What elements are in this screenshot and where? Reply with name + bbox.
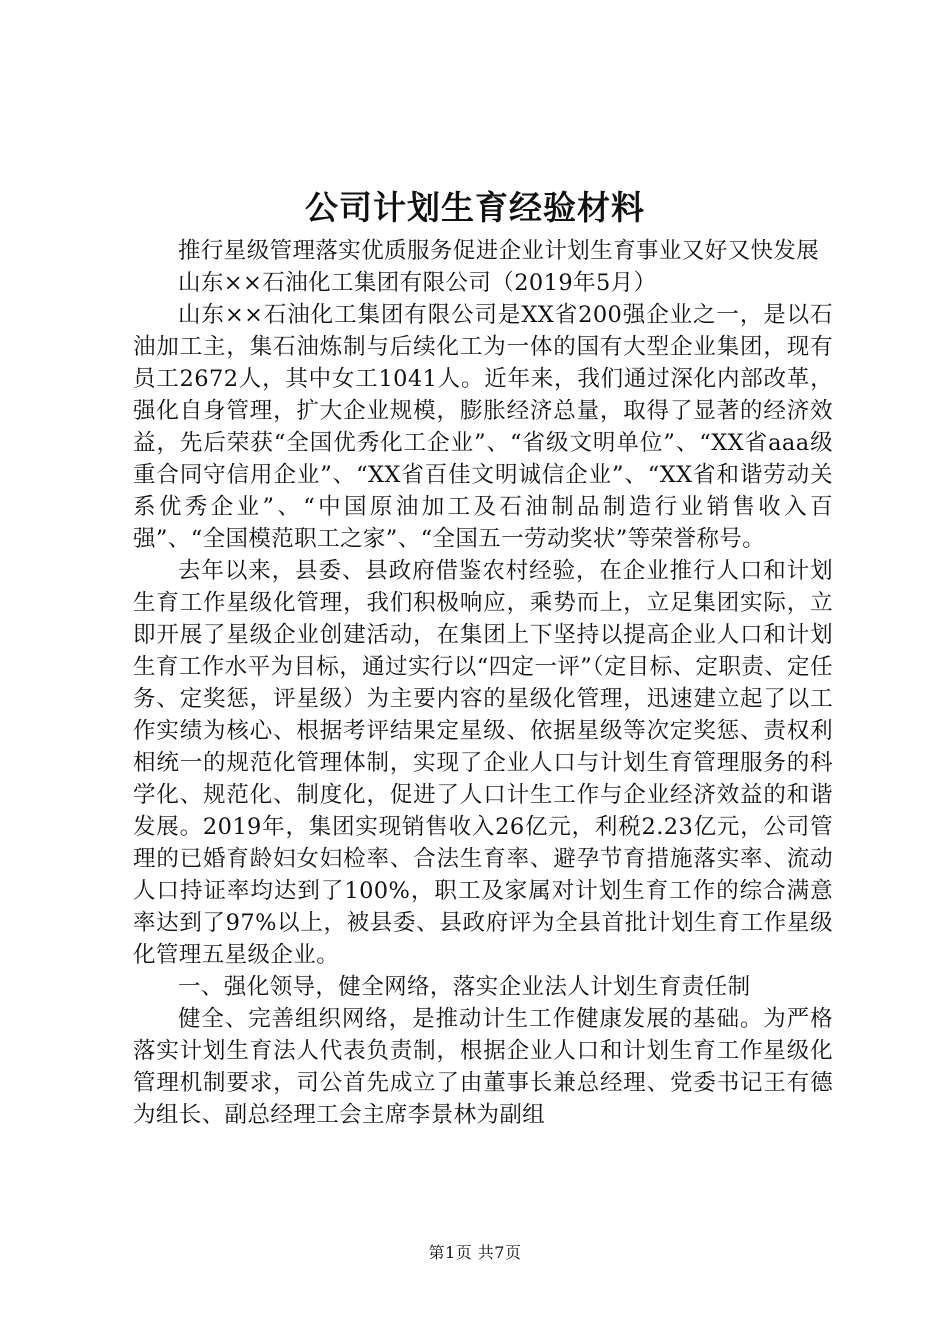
body-paragraph: 去年以来，县委、县政府借鉴农村经验，在企业推行人口和计划生育工作星级化管理，我们积极响应，乘势而上，立足集团实际，立即开展了星级企业创建活动，在集团上下坚持以提高企业人口和计划生育工作水平为目标，通过实行以“四定一评”（定目标、定职责、定任务、定奖惩，评星级）为主要内容的星级化管理，迅速建立起了以工作实绩为核心、根据考评结果定星级、依据星级等次定奖惩、责权利相统一的规范化管理体制，实现了企业人口与计划生育管理服务的科学化、规范化、制度化，促进了人口计生工作与企业经济效益的和谐发展。2019年，集团实现销售收入26亿元，利税2.23亿元，公司管理的已婚育龄妇女妇检率、合法生育率、避孕节育措施落实率、流动人口持证率均达到了100%，职工及家属对计划生育工作的综合满意率达到了97%以上，被县委、县政府评为全县首批计划生育工作星级化管理五星级企业。 [133,558,833,968]
document-title: 公司计划生育经验材料 [305,188,645,227]
body-paragraph: 健全、完善组织网络，是推动计生工作健康发展的基础。为严格落实计划生育法人代表负责制，根据企业人口和计划生育工作星级化管理机制要求，司公首先成立了由董事长兼总经理、党委书记王有德为组长、副总经理工会主席李景林为副组 [133,1006,833,1128]
section-heading: 一、强化领导，健全网络，落实企业法人计划生育责任制 [178,974,751,1000]
document-body [133,235,833,1131]
body-paragraph: 山东××石油化工集团有限公司是XX省200强企业之一，是以石油加工主，集石油炼制与后续化工为一体的国有大型企业集团，现有员工2672人，其中女工1041人。近年来，我们通过深化内部改革，强化自身管理，扩大企业规模，膨胀经济总量，取得了显著的经济效益，先后荣获“全国优秀化工企业”、“省级文明单位”、“XX省aaa级重合同守信用企业”、“XX省百佳文明诚信企业”、“XX省和谐劳动关系优秀企业”、“中国原油加工及石油制品制造行业销售收入百强”、“全国模范职工之家”、“全国五一劳动奖状”等荣誉称号。 [133,302,833,552]
page-number-footer: 第1页 共7页 [428,1243,522,1262]
author-date-line: 山东××石油化工集团有限公司（2019年5月） [178,270,657,296]
subtitle-paragraph: 推行星级管理落实优质服务促进企业计划生育事业又好又快发展 [178,238,820,264]
